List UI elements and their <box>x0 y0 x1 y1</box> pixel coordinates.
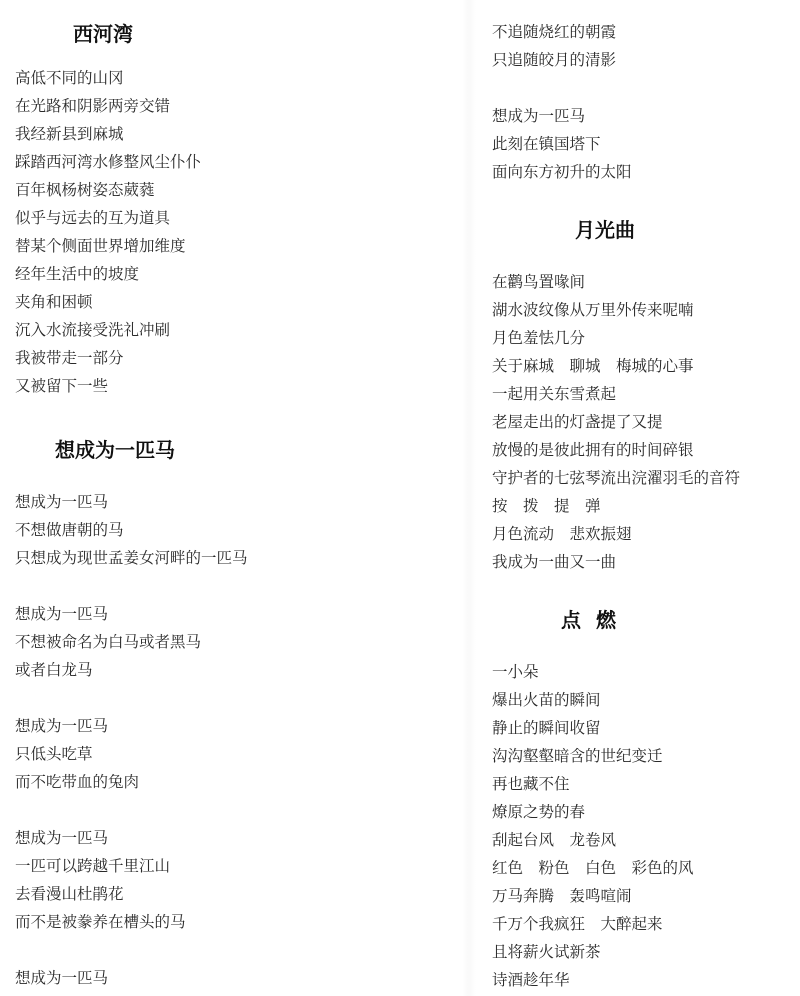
poem-line: 面向东方初升的太阳 <box>492 163 632 181</box>
poem-line: 百年枫杨树姿态葳蕤 <box>15 181 155 199</box>
poem-line: 一匹可以跨越千里江山 <box>15 857 171 875</box>
poem-line: 再也藏不住 <box>492 775 570 793</box>
poem-line: 在光路和阴影两旁交错 <box>15 97 171 115</box>
poem-line: 而不吃带血的兔肉 <box>15 773 140 791</box>
poem-line: 似乎与远去的互为道具 <box>15 209 171 227</box>
poem-line: 红色 粉色 白色 彩色的风 <box>492 859 694 877</box>
poem-line: 老屋走出的灯盏提了又提 <box>492 413 663 431</box>
stanza-gap <box>15 684 455 712</box>
poem-stanza <box>15 600 455 684</box>
poem-stanza <box>492 18 792 74</box>
poem-line: 不想被命名为白马或者黑马 <box>15 633 202 651</box>
poem-line: 一小朵 <box>492 663 539 681</box>
poem-line: 想成为一匹马 <box>15 717 109 735</box>
poem-line: 万马奔腾 轰鸣喧闹 <box>492 887 632 905</box>
poem-line: 我经新县到麻城 <box>15 125 124 143</box>
poem-line: 不想做唐朝的马 <box>15 521 124 539</box>
poem-line: 而不是被豢养在槽头的马 <box>15 913 186 931</box>
poem-line: 守护者的七弦琴流出浣濯羽毛的音符 <box>492 469 741 487</box>
poem-line: 只低头吃草 <box>15 745 93 763</box>
left-column <box>15 0 455 992</box>
poem-line: 且将薪火试新茶 <box>492 943 601 961</box>
poem-line: 爆出火苗的瞬间 <box>492 691 601 709</box>
stanza-gap <box>15 572 455 600</box>
stanza-gap <box>15 796 455 824</box>
poem-line: 在鹳鸟置喙间 <box>492 273 586 291</box>
poem-line: 或者白龙马 <box>15 661 93 679</box>
poem-line: 放慢的是彼此拥有的时间碎银 <box>492 441 694 459</box>
poem-line: 替某个侧面世界增加维度 <box>15 237 186 255</box>
poem-body-xihewan <box>15 64 455 400</box>
right-column <box>492 0 792 994</box>
poem-line: 燎原之势的春 <box>492 803 586 821</box>
poem-line: 不追随烧红的朝霞 <box>492 23 617 41</box>
poem-line: 踩踏西河湾水修整风尘仆仆 <box>15 153 202 171</box>
stanza-gap <box>15 936 455 964</box>
poem-line: 关于麻城 聊城 梅城的心事 <box>492 357 694 375</box>
poem-line: 沉入水流接受洗礼冲刷 <box>15 321 171 339</box>
poem-line: 想成为一匹马 <box>492 107 586 125</box>
poem-title-xihewan: 西河湾 <box>73 22 133 46</box>
poem-line: 我被带走一部分 <box>15 349 124 367</box>
poem-title-xiang-cheng-wei-yi-pi-ma: 想成为一匹马 <box>55 438 175 462</box>
poem-line: 我成为一曲又一曲 <box>492 553 617 571</box>
poem-line: 经年生活中的坡度 <box>15 265 140 283</box>
poem-title-yue-guang-qu: 月光曲 <box>575 218 635 242</box>
poem-line: 湖水波纹像从万里外传来呢喃 <box>492 301 694 319</box>
stanza-gap <box>492 74 792 102</box>
poem-line: 想成为一匹马 <box>15 493 109 511</box>
poem-stanza <box>15 824 455 936</box>
poem-line: 只想成为现世孟姜女河畔的一匹马 <box>15 549 248 567</box>
poem-line: 想成为一匹马 <box>15 969 109 987</box>
poem-line: 只追随皎月的清影 <box>492 51 617 69</box>
poem-line: 想成为一匹马 <box>15 605 109 623</box>
poem-stanza <box>15 964 455 992</box>
poem-title-dian-ran: 点 燃 <box>561 608 620 632</box>
poem-line: 高低不同的山冈 <box>15 69 124 87</box>
poem-body-dian-ran <box>492 658 792 994</box>
poem-line: 按 拨 提 弹 <box>492 497 601 515</box>
poem-line: 沟沟壑壑暗含的世纪变迁 <box>492 747 663 765</box>
page-fold-shadow <box>462 0 476 996</box>
poem-line: 此刻在镇国塔下 <box>492 135 601 153</box>
poem-stanza <box>15 712 455 796</box>
poem-line: 一起用关东雪煮起 <box>492 385 617 403</box>
poem-line: 去看漫山杜鹃花 <box>15 885 124 903</box>
poem-body-yue-guang-qu <box>492 268 792 576</box>
poem-line: 月色流动 悲欢振翅 <box>492 525 632 543</box>
poem-line: 千万个我疯狂 大醉起来 <box>492 915 663 933</box>
poem-line: 刮起台风 龙卷风 <box>492 831 617 849</box>
poem-line: 夹角和困顿 <box>15 293 93 311</box>
poem-stanza <box>15 488 455 572</box>
poem-stanza <box>492 102 792 186</box>
poem-line: 又被留下一些 <box>15 377 109 395</box>
poem-line: 诗酒趁年华 <box>492 971 570 989</box>
poem-line: 月色羞怯几分 <box>492 329 586 347</box>
poem-line: 想成为一匹马 <box>15 829 109 847</box>
poem-line: 静止的瞬间收留 <box>492 719 601 737</box>
